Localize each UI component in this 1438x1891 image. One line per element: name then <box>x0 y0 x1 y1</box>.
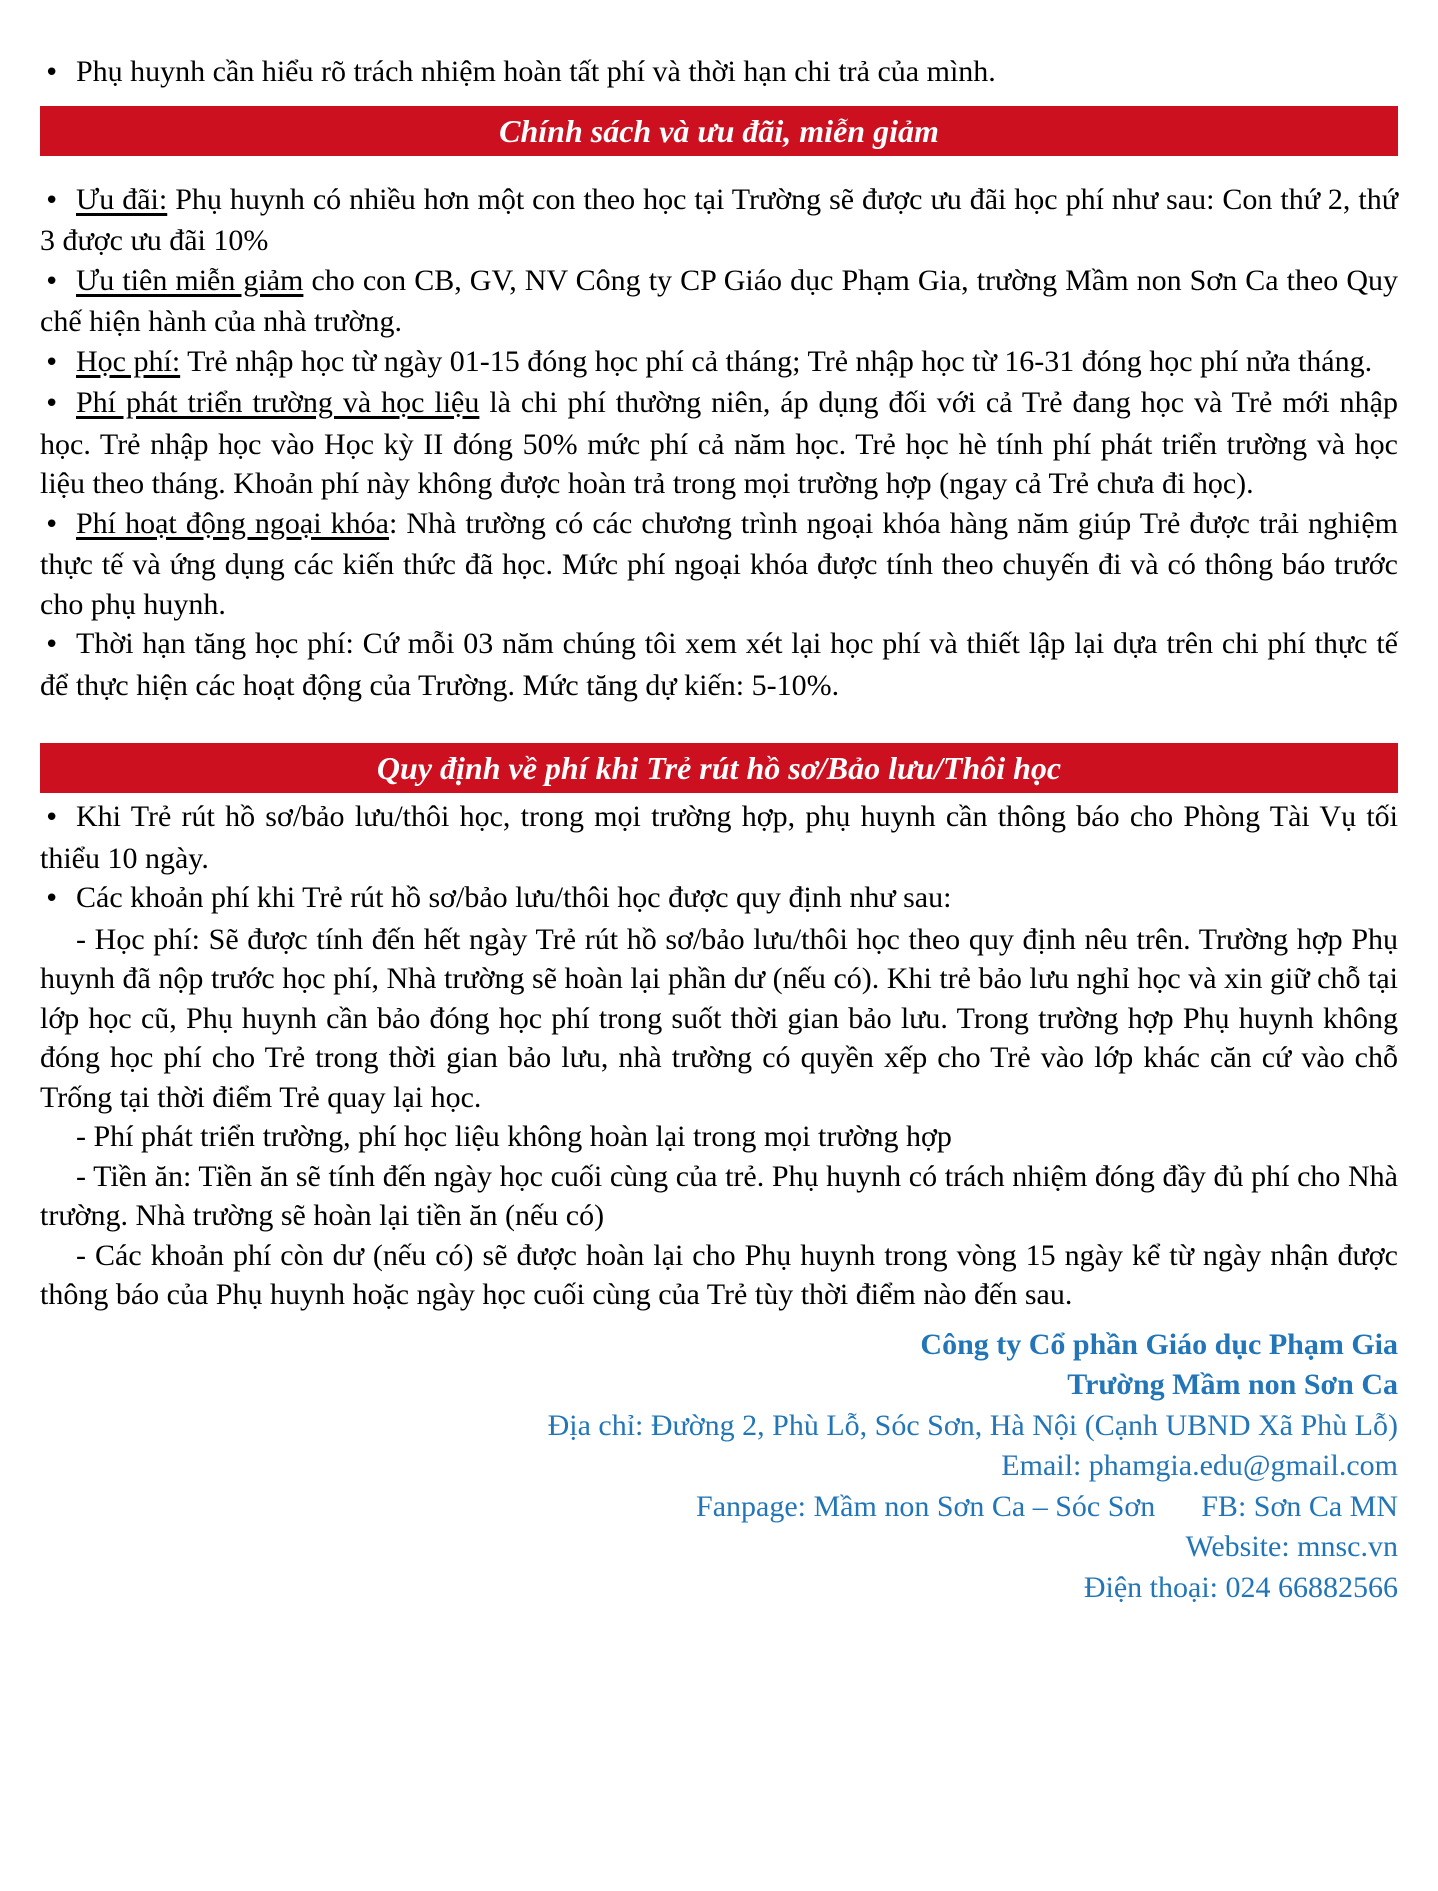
withdrawal-sub-development: - Phí phát triển trường, phí học liệu không hoàn lại trong mọi trường hợp <box>76 1120 952 1153</box>
website: Website: mnsc.vn <box>1185 1530 1398 1563</box>
policy-item-text: cho con CB, GV, NV Công ty CP Giáo dục Phạm Gia, trường Mầm non Sơn Ca theo Quy chế hiện hành của nhà trường. <box>40 263 1399 338</box>
policy-item-label: Học phí: <box>76 344 181 378</box>
policy-item-text: Phụ huynh có nhiều hơn một con theo học tại Trường sẽ được ưu đãi học phí như sau: Con thứ 2, thứ 3 được ưu đãi 10% <box>40 182 1398 257</box>
withdrawal-sub-meals: - Tiền ăn: Tiền ăn sẽ tính đến ngày học cuối cùng của trẻ. Phụ huynh có trách nhiệm đóng đầy đủ phí cho Nhà trường. Nhà trường sẽ hoàn lại tiền ăn (nếu có) <box>40 1159 1398 1232</box>
policy-item-tuition <box>40 342 1398 384</box>
top-bullet: • Phụ huynh cần hiểu rõ trách nhiệm hoàn tất phí và thời hạn chi trả của mình. <box>40 52 1398 94</box>
social-links <box>40 1487 1398 1528</box>
email: Email: phamgia.edu@gmail.com <box>1001 1449 1398 1482</box>
withdrawal-sub-tuition: - Học phí: Sẽ được tính đến hết ngày Trẻ rút hồ sơ/bảo lưu/thôi học theo quy định nêu trên. Trường hợp Phụ huynh đã nộp trước học phí, Nhà trường sẽ hoàn lại phần dư (nếu có). Khi trẻ bảo lưu nghỉ học và xin giữ chỗ tại lớp học cũ, Phụ huynh cần bảo đóng học phí trong suốt thời gian bảo lưu. Trong trường hợp Phụ huynh không đóng học phí cho Trẻ trong thời gian bảo lưu, nhà trường có quyền xếp cho Trẻ vào lớp khác căn cứ vào chỗ Trống tại thời điểm Trẻ quay lại học. <box>40 922 1398 1114</box>
withdrawal-list <box>40 797 1398 1315</box>
policy-item-label: Phí phát triển trường và học liệu <box>76 386 480 419</box>
policy-item-label: Ưu đãi: <box>76 182 168 216</box>
policy-item-text: : Nhà trường có các chương trình ngoại khóa hàng năm giúp Trẻ được trải nghiệm thực tế và ứng dụng các kiến thức đã học. Mức phí ngoại khóa được tính theo chuyến đi và có thông báo trước cho phụ huynh. <box>40 506 1399 621</box>
address: Địa chỉ: Đường 2, Phù Lỗ, Sóc Sơn, Hà Nội (Cạnh UBND Xã Phù Lỗ) <box>547 1408 1398 1442</box>
document-page <box>40 52 1398 1608</box>
contact-footer <box>40 1325 1398 1609</box>
section-title-withdrawal: Quy định về phí khi Trẻ rút hồ sơ/Bảo lưu/Thôi học <box>40 743 1398 793</box>
withdrawal-bullet-fees: • Các khoản phí khi Trẻ rút hồ sơ/bảo lưu/thôi học được quy định như sau: <box>40 878 1398 920</box>
policy-item-label: Phí hoạt động ngoại khóa <box>76 506 389 540</box>
policy-list <box>40 180 1398 706</box>
company-name: Công ty Cổ phần Giáo dục Phạm Gia <box>920 1327 1398 1361</box>
phone: Điện thoại: 024 66882566 <box>1083 1570 1398 1604</box>
withdrawal-bullet-notice: • Khi Trẻ rút hồ sơ/bảo lưu/thôi học, trong mọi trường hợp, phụ huynh cần thông báo cho Phòng Tài Vụ tối thiểu 10 ngày. <box>40 797 1398 878</box>
policy-item-text: Trẻ nhập học từ ngày 01-15 đóng học phí cả tháng; Trẻ nhập học từ 16-31 đóng học phí nửa tháng. <box>180 344 1373 378</box>
fanpage: Fanpage: Mầm non Sơn Ca – Sóc Sơn <box>696 1489 1156 1523</box>
policy-item-text: là chi phí thường niên, áp dụng đối với cả Trẻ đang học và Trẻ mới nhập học. Trẻ nhập học vào Học kỳ II đóng 50% mức phí cả năm học. Trẻ học hè tính phí phát triển trường và học liệu theo tháng. Khoản phí này không được hoàn trả trong mọi trường hợp (ngay cả Trẻ chưa đi học). <box>40 386 1398 500</box>
withdrawal-sub-refund: - Các khoản phí còn dư (nếu có) sẽ được hoàn lại cho Phụ huynh trong vòng 15 ngày kể từ ngày nhận được thông báo của Phụ huynh hoặc ngày học cuối cùng của Trẻ tùy thời điểm nào đến sau. <box>40 1238 1398 1311</box>
policy-item-development-fee <box>40 383 1398 504</box>
section-title-policy: Chính sách và ưu đãi, miễn giảm <box>40 106 1398 156</box>
policy-item-extracurricular <box>40 504 1398 625</box>
policy-item-label: Ưu tiên miễn giảm <box>76 263 304 297</box>
policy-item-discount <box>40 180 1398 261</box>
school-name: Trường Mầm non Sơn Ca <box>1067 1368 1398 1401</box>
facebook: FB: Sơn Ca MN <box>1201 1489 1398 1523</box>
policy-item-exemption <box>40 261 1398 342</box>
policy-item-text: Thời hạn tăng học phí: Cứ mỗi 03 năm chúng tôi xem xét lại học phí và thiết lập lại dựa trên chi phí thực tế để thực hiện các hoạt động của Trường. Mức tăng dự kiến: 5-10%. <box>40 627 1398 702</box>
policy-item-increase <box>40 624 1398 705</box>
